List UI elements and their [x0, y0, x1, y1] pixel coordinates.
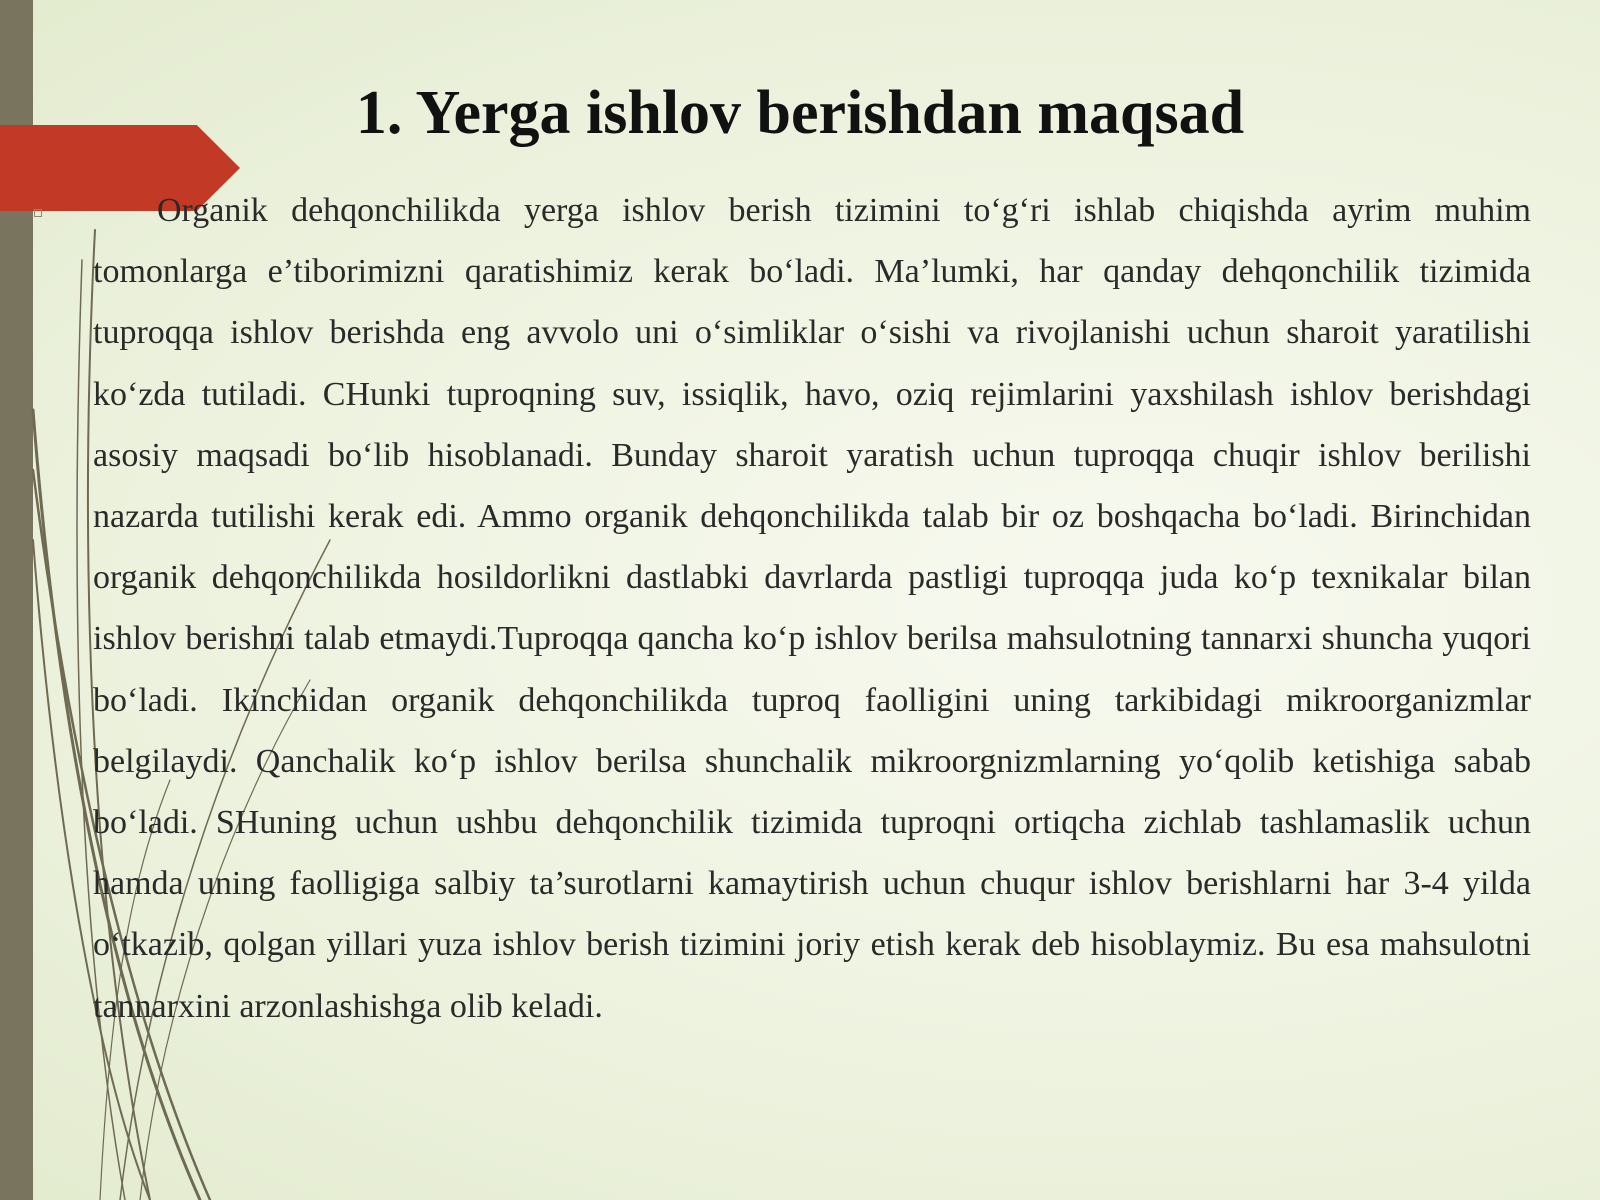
body-paragraph: Organik dehqonchilikda yerga ishlov berish tizimini to‘g‘ri ishlab chiqishda ayrim muhim tomonlarga e’tiborimizni qaratishimiz kerak bo‘ladi. Ma’lumki, har qanday dehqonchilik tizimida tuproqqa ishlov berishda eng avvolo uni o‘simliklar o‘sishi va rivojlanishi uchun sharoit yaratilishi ko‘zda tutiladi. CHunki tuproqning suv, issiqlik, havo, oziq rejimlarini yaxshilash ishlov berishdagi asosiy maqsadi bo‘lib hisoblanadi. Bunday sharoit yaratish uchun tuproqqa chuqir ishlov berilishi nazarda tutilishi kerak edi. Ammo organik dehqonchilikda talab bir oz boshqacha bo‘ladi. Birinchidan organik dehqonchilikda hosildorlikni dastlabki davrlarda pastligi tuproqqa juda ko‘p texnikalar bilan ishlov berishni talab etmaydi.Tuproqqa qancha ko‘p ishlov berilsa mahsulotning tannarxi shuncha yuqori bo‘ladi. Ikinchidan organik dehqonchilikda tuproq faolligini uning tarkibidagi mikroorganizmlar belgilaydi. Qanchalik ko‘p ishlov berilsa shunchalik mikroorgnizmlarning yo‘qolib ketishiga sabab bo‘ladi. SHuning uchun ushbu dehqonchilik tizimida tuproqni ortiqcha zichlab tashlamaslik uchun hamda uning faolligiga salbiy ta’surotlarni kamaytirish uchun chuqur ishlov berishlarni har 3-4 yilda o‘tkazib, qolgan yillari yuza ishlov berish tizimini joriy etish kerak deb hisoblaymiz. Bu esa mahsulotni tannarxini arzonlashishga olib keladi. — [93, 192, 1531, 1025]
slide-title: 1. Yerga ishlov berishdan maqsad — [355, 79, 1245, 147]
square-bullet-icon — [34, 209, 42, 217]
